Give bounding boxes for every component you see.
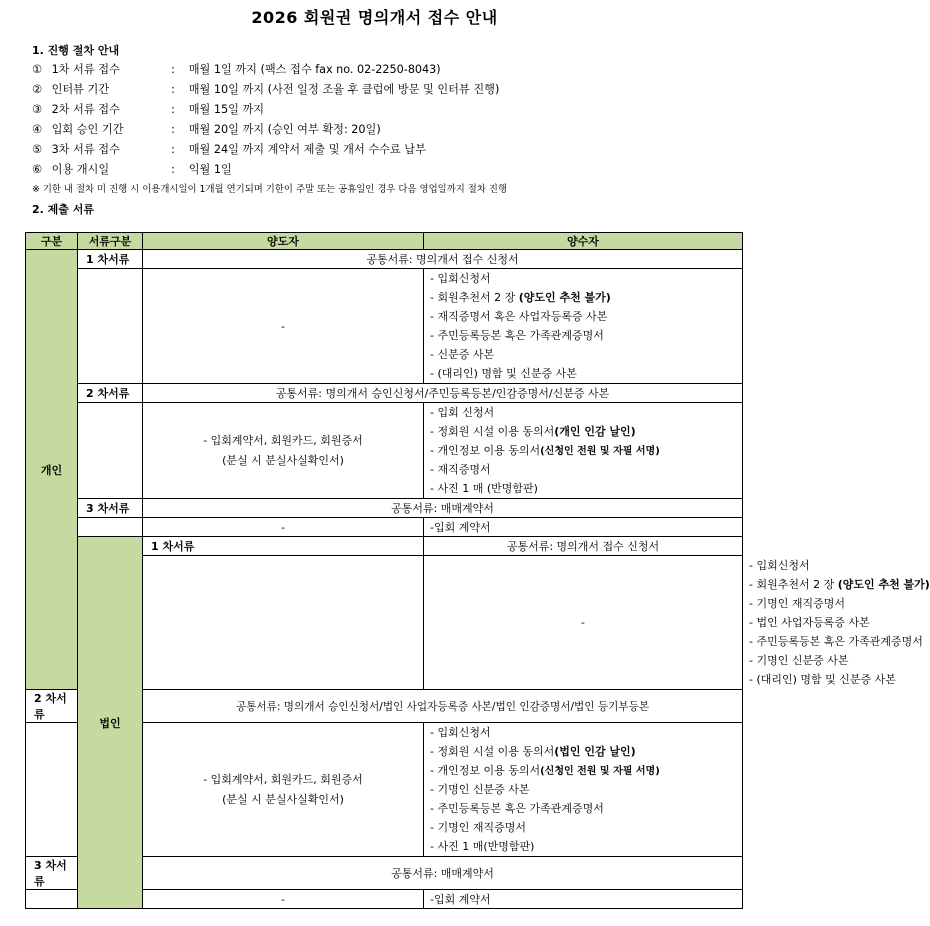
list-item: - 재직증명서: [430, 463, 491, 476]
common-documents: 공통서류: 명의개서 접수 신청서: [143, 250, 743, 269]
table-row: [26, 250, 743, 269]
header-document-type: 서류구분: [78, 233, 143, 250]
transferee-documents: -입회 계약서: [424, 518, 743, 537]
transferee-documents: [424, 403, 743, 499]
transferor-documents: [143, 723, 424, 857]
transferee-documents: -입회 계약서: [424, 890, 743, 909]
section-1-heading: 1. 진행 절차 안내: [32, 44, 120, 57]
empty-cell: [78, 403, 143, 499]
table-row: [26, 518, 743, 537]
list-item: - (대리인) 명함 및 신분증 사본: [430, 367, 577, 380]
transferor-documents: -: [143, 518, 424, 537]
common-documents: 공통서류: 명의개서 승인신청서/법인 사업자등록증 사본/법인 인감증명서/법인 등기부등본: [143, 690, 743, 723]
list-item: - 개인정보 이용 동의서(신청인 전원 및 자필 서명): [430, 764, 660, 777]
transferor-documents: -: [424, 556, 743, 690]
table-row: [26, 537, 743, 556]
list-item: - 정회원 시설 이용 동의서(법인 인감 날인): [430, 745, 636, 758]
transferor-line: - 입회계약서, 회원카드, 회원증서: [203, 433, 363, 447]
step-label: 1차 서류 접수: [51, 63, 120, 76]
list-item: - 주민등록등본 혹은 가족관계증명서: [430, 802, 604, 815]
step-3: [32, 101, 264, 117]
list-item: - 입회 신청서: [430, 406, 495, 419]
empty-cell: [78, 269, 143, 384]
step-2: [32, 81, 499, 97]
table-row: [26, 499, 743, 518]
step-4: [32, 121, 381, 137]
step-description: 매월 1일 까지 (팩스 접수 fax no. 02-2250-8043): [188, 63, 441, 76]
list-item: - 회원추천서 2 장 (양도인 추천 불가): [430, 291, 611, 304]
step-colon: :: [171, 83, 175, 96]
step-number: ④: [32, 123, 43, 136]
stage-label: 2 차서류: [26, 690, 78, 723]
transferor-line: (분실 시 분실사실확인서): [222, 792, 344, 806]
transferor-line: - 입회계약서, 회원카드, 회원증서: [203, 772, 363, 786]
table-header-row: [26, 233, 743, 250]
stage-label: 3 차서류: [78, 499, 143, 518]
group-corporate: 법인: [78, 537, 143, 909]
step-number: ①: [32, 63, 43, 76]
common-documents: 공통서류: 명의개서 접수 신청서: [424, 537, 743, 556]
list-item: - 기명인 재직증명서: [430, 821, 526, 834]
header-transferee: 양수자: [424, 233, 743, 250]
step-label: 입회 승인 기간: [51, 123, 124, 136]
transferor-line: (분실 시 분실사실확인서): [222, 453, 344, 467]
documents-table: [25, 232, 930, 909]
stage-label: 3 차서류: [26, 857, 78, 890]
table-row: [26, 403, 743, 499]
step-label: 인터뷰 기간: [51, 83, 110, 96]
stage-label: 1 차서류: [143, 537, 424, 556]
empty-cell: [78, 518, 143, 537]
empty-cell: [26, 890, 78, 909]
step-description: 매월 10일 까지 (사전 일정 조율 후 클럽에 방문 및 인터뷰 진행): [188, 83, 500, 96]
list-item: - 사진 1 매(반명함판): [430, 840, 535, 853]
step-description: 익월 1일: [188, 163, 232, 176]
transferor-documents: -: [143, 269, 424, 384]
step-description: 매월 20일 까지 (승인 여부 확정: 20일): [188, 123, 381, 136]
empty-cell: [26, 723, 78, 857]
step-label: 이용 개시일: [51, 163, 110, 176]
transferee-documents: [424, 723, 743, 857]
step-number: ②: [32, 83, 43, 96]
step-colon: :: [171, 123, 175, 136]
list-item: - 기명인 신분증 사본: [430, 783, 530, 796]
list-item: - 주민등록등본 혹은 가족관계증명서: [430, 329, 604, 342]
transferor-documents: -: [143, 890, 424, 909]
list-item: - 사진 1 매 (반명함판): [430, 482, 538, 495]
header-category: 구분: [26, 233, 78, 250]
table-row: [26, 384, 743, 403]
step-colon: :: [171, 103, 175, 116]
list-item: - 정회원 시설 이용 동의서(개인 인감 날인): [430, 425, 636, 438]
step-description: 매월 24일 까지 계약서 제출 및 개서 수수료 납부: [188, 143, 426, 156]
step-number: ⑤: [32, 143, 43, 156]
step-label: 2차 서류 접수: [51, 103, 120, 116]
deadline-note: ※ 기한 내 절차 미 진행 시 이용개시일이 1개월 연기되며 기한이 주말 또는 공휴일인 경우 다음 영업일까지 절차 진행: [32, 184, 507, 195]
step-1: [32, 61, 441, 77]
header-transferor: 양도자: [143, 233, 424, 250]
common-documents: 공통서류: 명의개서 승인신청서/주민등록등본/인감증명서/신분증 사본: [143, 384, 743, 403]
table-row: - - 입회신청서 - 회원추천서 2 장 (양도인 추천 불가) - 기명인 재직증명서 - 법인 사업자등록증 사본 - 주민등록등본 혹은 가족관계증명서 - 기명인 신분증 사본 - (대리인) 명함 및 신분증 사본: [26, 556, 743, 690]
empty-cell: [143, 556, 424, 690]
step-number: ③: [32, 103, 43, 116]
group-individual: 개인: [26, 250, 78, 690]
step-description: 매월 15일 까지: [188, 103, 265, 116]
step-5: [32, 141, 426, 157]
step-label: 3차 서류 접수: [51, 143, 120, 156]
step-colon: :: [171, 63, 175, 76]
stage-label: 1 차서류: [78, 250, 143, 269]
step-colon: :: [171, 163, 175, 176]
step-colon: :: [171, 143, 175, 156]
list-item: - 입회신청서: [430, 272, 491, 285]
transferee-documents: [424, 269, 743, 384]
list-item: - 입회신청서: [430, 726, 491, 739]
table-row: [26, 269, 743, 384]
section-2-heading: 2. 제출 서류: [32, 203, 94, 216]
list-item: - 신분증 사본: [430, 348, 495, 361]
step-number: ⑥: [32, 163, 43, 176]
page-title: 2026 회원권 명의개서 접수 안내: [251, 8, 498, 27]
transferor-documents: [143, 403, 424, 499]
common-documents: 공통서류: 매매계약서: [143, 499, 743, 518]
stage-label: 2 차서류: [78, 384, 143, 403]
common-documents: 공통서류: 매매계약서: [143, 857, 743, 890]
step-6: [32, 161, 232, 177]
list-item: - 재직증명서 혹은 사업자등록증 사본: [430, 310, 608, 323]
list-item: - 개인정보 이용 동의서(신청인 전원 및 자필 서명): [430, 444, 660, 457]
